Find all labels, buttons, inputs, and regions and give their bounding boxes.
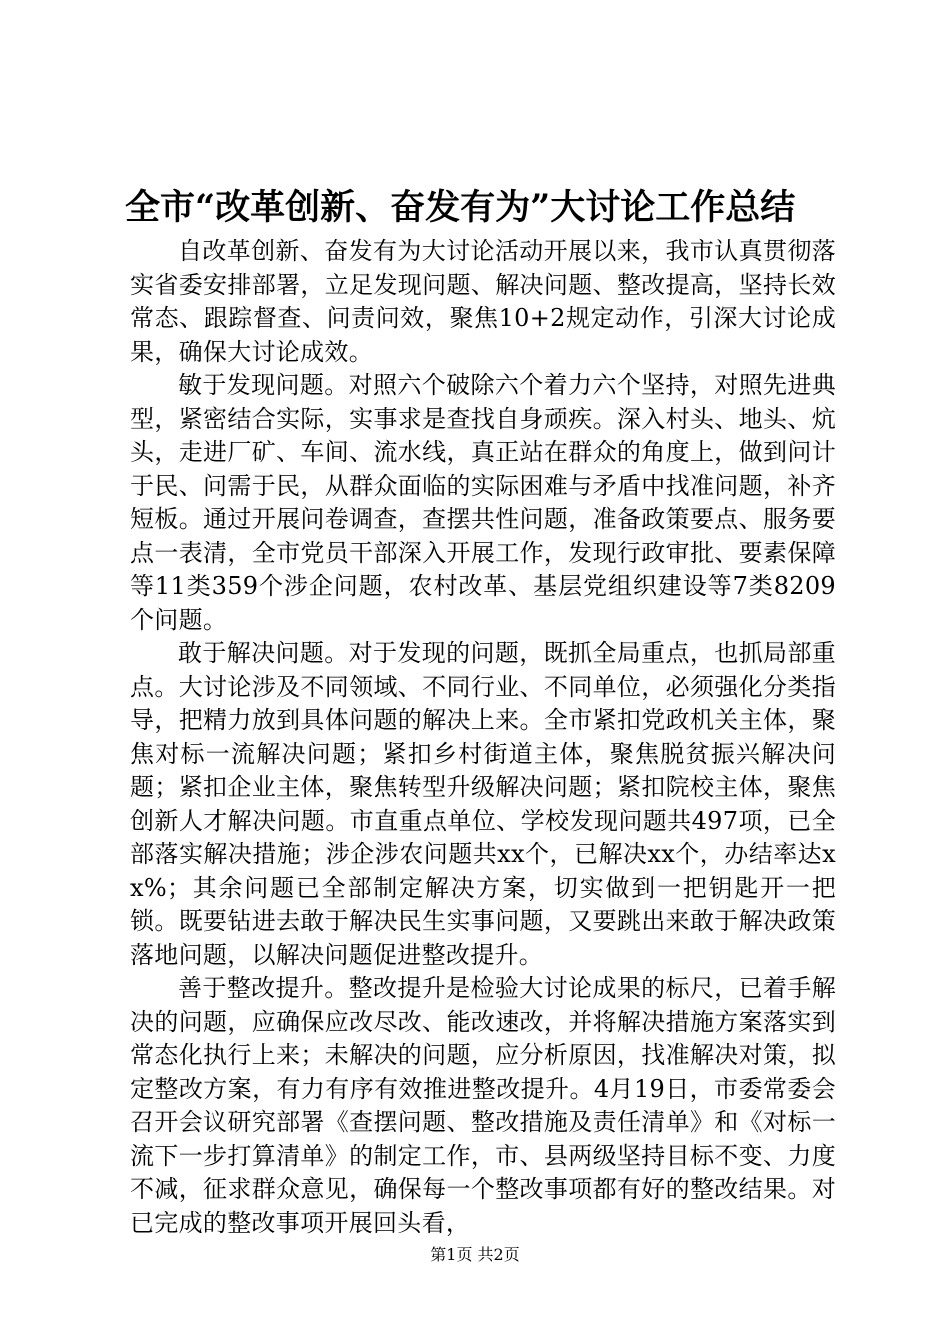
paragraph-intro: 自改革创新、奋发有为大讨论活动开展以来，我市认真贯彻落实省委安排部署，立足发现问题、解决问题、整改提高，坚持长效常态、跟踪督查、问责问效，聚焦10+2规定动作，引深大讨论成果，确保大讨论成效。 [130,237,836,366]
paragraph-solve-problems: 敢于解决问题。对于发现的问题，既抓全局重点，也抓局部重点。大讨论涉及不同领域、不同行业、不同单位，必须强化分类指导，把精力放到具体问题的解决上来。全市紧扣党政机关主体，聚焦对标一流解决问题；紧扣乡村街道主体，聚焦脱贫振兴解决问题；紧扣企业主体，聚焦转型升级解决问题；紧扣院校主体，聚焦创新人才解决问题。市直重点单位、学校发现问题共497项，已全部落实解决措施；涉企涉农问题共xx个，已解决xx个，办结率达xx%；其余问题已全部制定解决方案，切实做到一把钥匙开一把锁。既要钻进去敢于解决民生实事问题，又要跳出来敢于解决政策落地问题，以解决问题促进整改提升。 [130,639,836,969]
document-body [130,235,836,1240]
document-title: 全市“改革创新、奋发有为”大讨论工作总结 [125,187,796,228]
paragraph-discover-problems: 敏于发现问题。对照六个破除六个着力六个坚持，对照先进典型，紧密结合实际，实事求是查找自身顽疾。深入村头、地头、炕头，走进厂矿、车间、流水线，真正站在群众的角度上，做到问计于民、问需于民，从群众面临的实际困难与矛盾中找准问题，补齐短板。通过开展问卷调查，查摆共性问题，准备政策要点、服务要点一表清，全市党员干部深入开展工作，发现行政审批、要素保障等11类359个涉企问题，农村改革、基层党组织建设等7类8209个问题。 [130,371,836,634]
paragraph-rectify-improve: 善于整改提升。整改提升是检验大讨论成果的标尺，已着手解决的问题，应确保应改尽改、能改速改，并将解决措施方案落实到常态化执行上来；未解决的问题，应分析原因，找准解决对策，拟定整改方案，有力有序有效推进整改提升。4月19日，市委常委会召开会议研究部署《查摆问题、整改措施及责任清单》和《对标一流下一步打算清单》的制定工作，市、县两级坚持目标不变、力度不减，征求群众意见，确保每一个整改事项都有好的整改结果。对已完成的整改事项开展回头看， [130,974,836,1237]
page-footer: 第1页 共2页 [430,1245,520,1264]
